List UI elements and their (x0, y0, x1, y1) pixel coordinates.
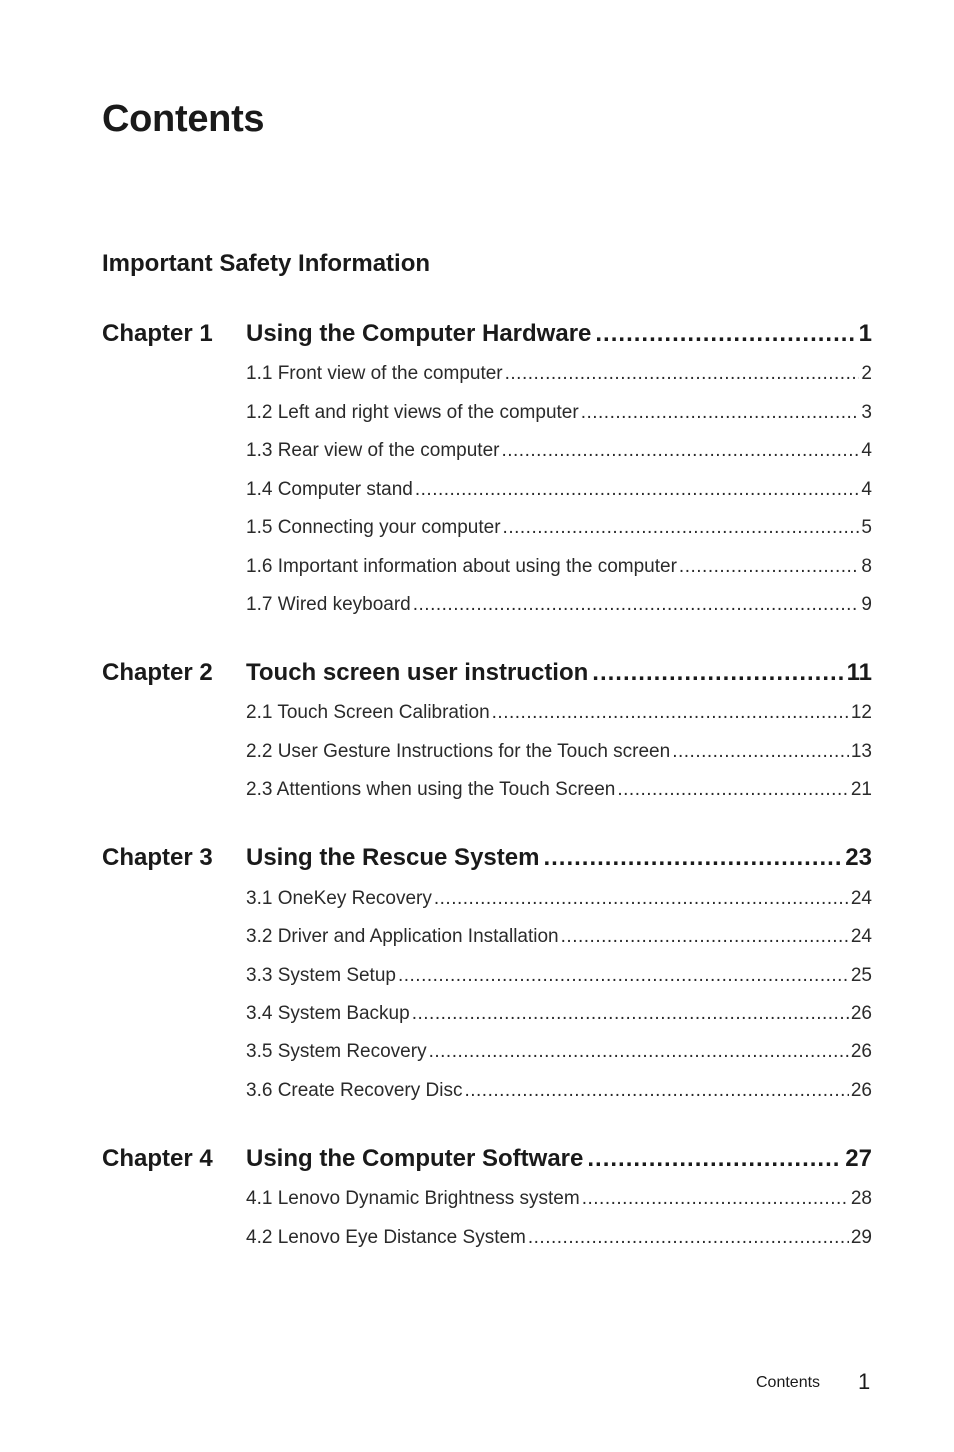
section-page: 26 (850, 1080, 872, 1101)
section-page: 3 (861, 402, 872, 423)
section-title: 3.2 Driver and Application Installation (246, 926, 559, 947)
chapter-number: Chapter 3 (102, 844, 213, 871)
section-title: 4.2 Lenovo Eye Distance System (246, 1227, 526, 1248)
chapter-number: Chapter 4 (102, 1145, 213, 1172)
chapter-page: 23 (845, 844, 872, 871)
toc-section[interactable] (246, 402, 872, 424)
dot-leader (679, 556, 860, 578)
section-page: 21 (850, 779, 872, 800)
toc-section[interactable] (246, 1003, 872, 1025)
dot-leader (582, 1188, 849, 1210)
dot-leader (672, 741, 849, 763)
dot-leader (528, 1227, 849, 1249)
toc-section[interactable] (246, 479, 872, 501)
section-page: 4 (861, 479, 872, 500)
section-title: 1.1 Front view of the computer (246, 363, 503, 384)
section-title: 2.3 Attentions when using the Touch Screen (246, 779, 616, 800)
section-title: 3.5 System Recovery (246, 1041, 427, 1062)
section-title: 3.3 System Setup (246, 965, 396, 986)
toc-section[interactable] (246, 1080, 872, 1102)
chapter-page: 27 (845, 1145, 872, 1172)
section-page: 24 (850, 888, 872, 909)
chapter-title: Touch screen user instruction (246, 659, 589, 686)
toc-section[interactable] (246, 556, 872, 578)
section-page: 2 (861, 363, 872, 384)
chapter-page: 1 (858, 320, 872, 347)
page-title: Contents (102, 98, 265, 140)
dot-leader (415, 479, 860, 501)
chapter-title: Using the Computer Software (246, 1145, 584, 1172)
section-page: 25 (850, 965, 872, 986)
dot-leader (412, 1003, 849, 1025)
section-title: 1.6 Important information about using the computer (246, 556, 677, 577)
section-title: 4.1 Lenovo Dynamic Brightness system (246, 1188, 580, 1209)
footer-page-number: 1 (858, 1369, 871, 1394)
section-title: 1.7 Wired keyboard (246, 594, 411, 615)
dot-leader (587, 1145, 841, 1173)
chapter-number: Chapter 2 (102, 659, 213, 686)
toc-chapter-4[interactable] (102, 1145, 872, 1179)
chapter-page: 11 (846, 659, 872, 686)
section-title: 2.2 User Gesture Instructions for the Touch screen (246, 741, 671, 762)
dot-leader (464, 1080, 848, 1102)
toc-safety-entry[interactable]: Important Safety Information (102, 250, 431, 277)
toc-section[interactable] (246, 779, 872, 801)
toc-section[interactable] (246, 965, 872, 987)
chapter-title: Using the Computer Hardware (246, 320, 592, 347)
section-page: 28 (850, 1188, 872, 1209)
dot-leader (434, 888, 849, 910)
section-page: 26 (850, 1003, 872, 1024)
dot-leader (413, 594, 860, 616)
toc-chapter-1[interactable] (102, 320, 872, 354)
section-page: 9 (861, 594, 872, 615)
toc-section[interactable] (246, 1041, 872, 1063)
toc-section[interactable] (246, 702, 872, 724)
section-title: 3.6 Create Recovery Disc (246, 1080, 463, 1101)
dot-leader (398, 965, 849, 987)
section-page: 12 (850, 702, 872, 723)
dot-leader (505, 363, 860, 385)
section-page: 4 (861, 440, 872, 461)
toc-section[interactable] (246, 1227, 872, 1249)
chapter-title: Using the Rescue System (246, 844, 540, 871)
toc-section[interactable] (246, 363, 872, 385)
dot-leader (543, 844, 841, 872)
toc-chapter-3[interactable] (102, 844, 872, 878)
section-title: 1.2 Left and right views of the computer (246, 402, 579, 423)
section-page: 8 (861, 556, 872, 577)
dot-leader (492, 702, 849, 724)
toc-section[interactable] (246, 517, 872, 539)
chapter-number: Chapter 1 (102, 320, 213, 347)
dot-leader (503, 517, 860, 539)
section-title: 1.3 Rear view of the computer (246, 440, 500, 461)
section-title: 3.1 OneKey Recovery (246, 888, 432, 909)
toc-section[interactable] (246, 440, 872, 462)
section-page: 13 (850, 741, 872, 762)
section-page: 26 (850, 1041, 872, 1062)
section-page: 29 (850, 1227, 872, 1248)
dot-leader (581, 402, 860, 424)
toc-section[interactable] (246, 926, 872, 948)
section-page: 24 (850, 926, 872, 947)
section-title: 1.5 Connecting your computer (246, 517, 501, 538)
dot-leader (561, 926, 849, 948)
section-title: 3.4 System Backup (246, 1003, 410, 1024)
toc-chapter-2[interactable] (102, 659, 872, 693)
dot-leader (501, 440, 859, 462)
toc-section[interactable] (246, 1188, 872, 1210)
footer-label: Contents (756, 1374, 821, 1391)
dot-leader (617, 779, 849, 801)
dot-leader (592, 659, 842, 687)
toc-section[interactable] (246, 741, 872, 763)
section-title: 1.4 Computer stand (246, 479, 413, 500)
section-title: 2.1 Touch Screen Calibration (246, 702, 490, 723)
section-page: 5 (861, 517, 872, 538)
dot-leader (429, 1041, 849, 1063)
toc-section[interactable] (246, 594, 872, 616)
toc-section[interactable] (246, 888, 872, 910)
dot-leader (595, 320, 854, 348)
